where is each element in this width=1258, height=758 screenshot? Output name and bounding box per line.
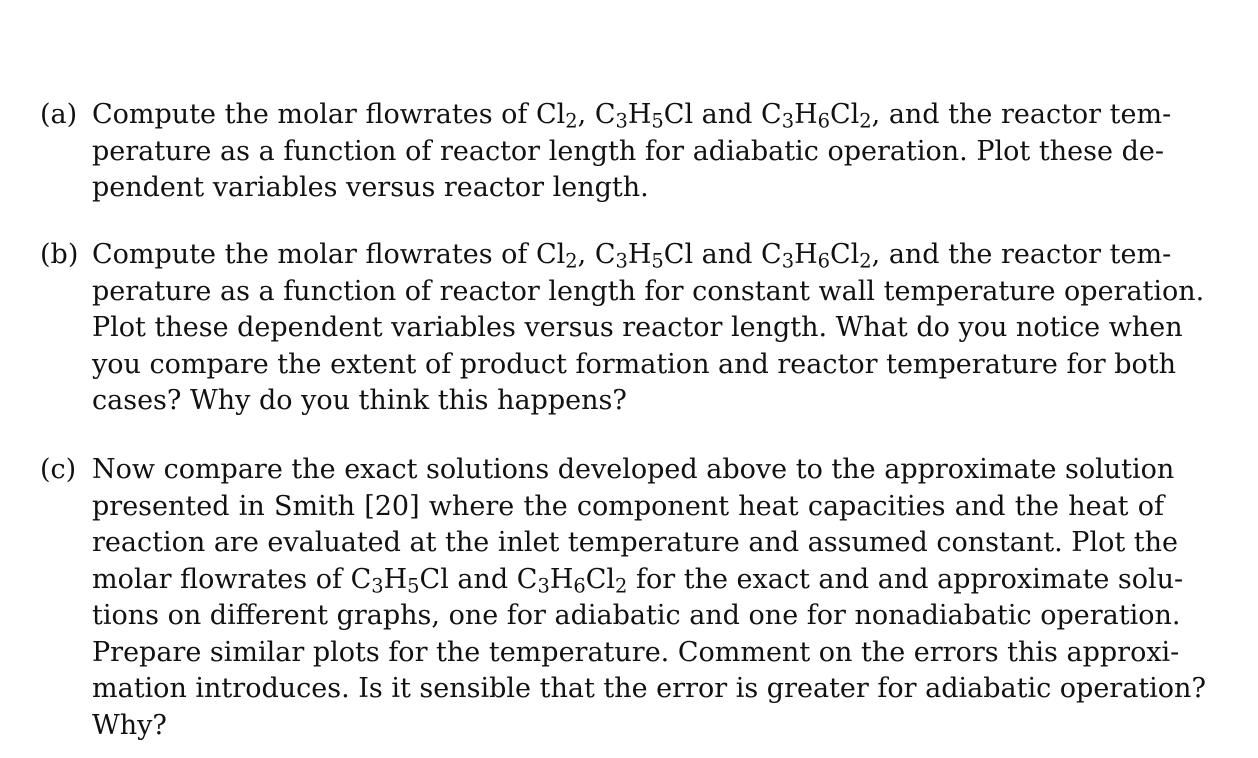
formula-element: C — [761, 239, 782, 270]
text-run: presented in Smith [20] where the component heat capacities and the heat of — [92, 490, 1164, 522]
text-run: Prepare similar plots for the temperature. Comment on the errors this approxi- — [92, 636, 1180, 668]
text-line — [92, 383, 1164, 420]
formula-element: Cl — [585, 563, 616, 595]
formula-element: Cl — [829, 99, 860, 130]
formula-subscript: 5 — [407, 573, 420, 597]
problem-text — [92, 452, 1206, 744]
chemical-formula — [535, 239, 578, 273]
text-run: molar flowrates of — [92, 563, 351, 595]
chemical-formula — [761, 99, 872, 133]
formula-element: H — [549, 563, 574, 595]
problem-text — [92, 97, 1172, 207]
formula-subscript: 3 — [537, 573, 550, 597]
formula-subscript: 6 — [817, 249, 830, 273]
text-line — [92, 489, 1164, 526]
text-line — [92, 134, 1164, 171]
text-run: perature as a function of reactor length for adiabatic operation. Plot these de- — [92, 135, 1164, 167]
formula-subscript: 3 — [615, 249, 628, 273]
text-run: perature as a function of reactor length for constant wall temperature operation. — [92, 275, 1205, 307]
text-run: pendent variables versus reactor length. — [92, 172, 649, 203]
formula-element: C — [761, 99, 782, 130]
formula-subscript: 6 — [817, 109, 830, 133]
formula-element: H — [627, 99, 652, 130]
problem-label: (b) — [40, 239, 79, 270]
text-run: and — [448, 563, 517, 595]
text-run: cases? Why do you think this happens? — [92, 385, 627, 416]
text-line — [92, 347, 1177, 384]
formula-subscript: 2 — [859, 249, 872, 273]
text-line — [92, 598, 1181, 635]
formula-element: H — [383, 563, 408, 595]
text-run: for the exact and and approximate solu- — [627, 563, 1184, 595]
formula-element: C — [516, 563, 538, 595]
formula-subscript: 3 — [781, 109, 795, 133]
text-line — [92, 525, 1179, 562]
formula-subscript: 3 — [371, 573, 384, 597]
formula-element: Cl — [419, 563, 449, 595]
text-line — [92, 97, 1172, 134]
chemical-formula — [594, 99, 694, 133]
text-run: and — [693, 99, 762, 130]
problem-text — [92, 237, 1205, 420]
text-line — [92, 237, 1172, 274]
formula-element: C — [594, 239, 616, 270]
text-run: mation introduces. Is it sensible that the error is greater for adiabatic operation? — [92, 673, 1206, 704]
formula-subscript: 5 — [651, 249, 664, 273]
chemical-formula — [517, 564, 628, 595]
text-run: tions on different graphs, one for adiabatic and one for nonadiabatic operation. — [92, 600, 1181, 631]
text-run: , — [577, 99, 595, 130]
formula-subscript: 2 — [615, 573, 628, 597]
formula-element: H — [794, 99, 818, 130]
chemical-formula — [351, 564, 449, 595]
text-run: and — [693, 239, 762, 270]
chemical-formula — [761, 239, 872, 273]
formula-element: Cl — [829, 239, 860, 270]
formula-element: Cl — [663, 99, 694, 130]
chemical-formula — [535, 99, 578, 133]
text-line — [92, 635, 1180, 672]
text-run: , and the reactor tem- — [871, 99, 1172, 130]
formula-element: H — [794, 239, 818, 270]
text-line — [92, 274, 1205, 311]
formula-element: Cl — [663, 239, 694, 270]
problem-label: (c) — [40, 454, 77, 485]
text-run: , — [577, 239, 595, 270]
text-run: reaction are evaluated at the inlet temperature and assumed constant. Plot the — [92, 527, 1179, 558]
formula-subscript: 2 — [859, 109, 872, 133]
formula-subscript: 6 — [573, 573, 586, 597]
text-line — [92, 170, 1164, 207]
text-line — [92, 452, 1175, 489]
chemical-formula — [594, 239, 694, 273]
formula-element: C — [594, 99, 616, 130]
problem-label: (a) — [40, 99, 78, 130]
text-run: Why? — [92, 709, 167, 741]
formula-subscript: 5 — [651, 109, 664, 133]
formula-element: Cl — [535, 239, 566, 270]
formula-element: H — [627, 239, 652, 270]
text-run: you compare the extent of product formation and reactor temperature for both — [92, 348, 1177, 380]
formula-element: Cl — [535, 99, 566, 130]
text-line — [92, 310, 1183, 347]
formula-element: C — [350, 563, 372, 595]
text-line — [92, 671, 1206, 708]
text-run: Compute the molar flowrates of — [92, 239, 536, 270]
text-run: , and the reactor tem- — [871, 239, 1172, 270]
text-line — [92, 708, 1164, 745]
text-run: Compute the molar flowrates of — [92, 99, 536, 130]
formula-subscript: 2 — [565, 249, 578, 273]
formula-subscript: 3 — [615, 109, 628, 133]
text-line — [92, 562, 1184, 599]
text-run: Plot these dependent variables versus reactor length. What do you notice when — [92, 312, 1183, 343]
formula-subscript: 2 — [565, 109, 578, 133]
formula-subscript: 3 — [781, 249, 795, 273]
text-run: Now compare the exact solutions developed above to the approximate solution — [92, 454, 1175, 485]
